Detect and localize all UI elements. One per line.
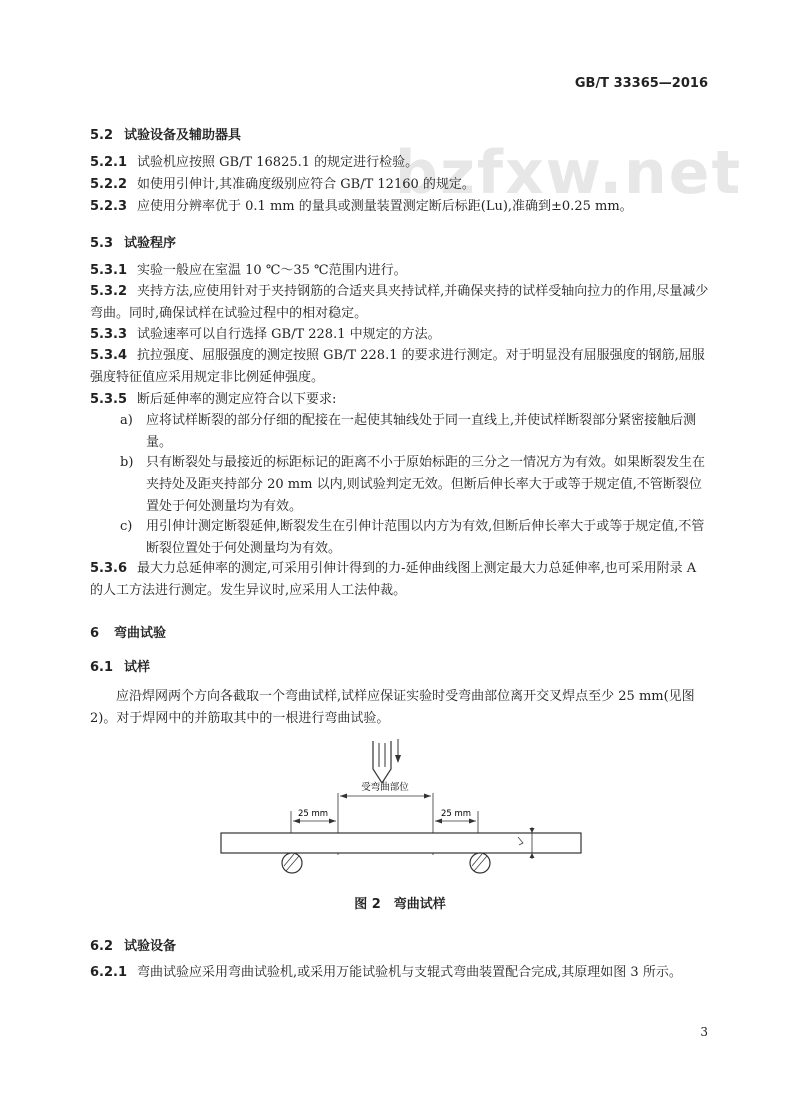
specimen-bar (221, 833, 581, 853)
clause-5-3-1: 5.3.1 实验一般应在室温 10 ℃～35 ℃范围内进行。 (90, 263, 407, 278)
section-6-2-heading: 6.2 试验设备 (90, 939, 177, 954)
clause-5-3-6: 5.3.6 最大力总延伸率的测定,可采用引伸计得到的力-延伸曲线图上测定最大力总延伸率,也可采用附录 A 的人工方法进行测定。发生异议时,应采用人工法仲裁。 (90, 561, 697, 598)
section-6-heading: 6 弯曲试验 (90, 626, 167, 641)
clause-5-2-3: 5.2.3 应使用分辨率优于 0.1 mm 的量具或测量装置测定断后标距(Lu),准确到±0.25 mm。 (90, 199, 633, 214)
clause-5-2-1: 5.2.1 试验机应按照 GB/T 16825.1 的规定进行检验。 (90, 155, 419, 170)
clause-5-3-3: 5.3.3 试验速率可以自行选择 GB/T 228.1 中规定的方法。 (90, 327, 441, 342)
mandrel-icon (373, 741, 391, 783)
clause-5-3-5: 5.3.5 断后延伸率的测定应符合以下要求: (90, 392, 337, 407)
list-item-c: c) 用引伸计测定断裂延伸,断裂发生在引伸计范围以内方为有效,但断后伸长率大于或等于规定值,不管断裂位置处于何处测量均为有效。 (120, 519, 705, 556)
section-5-2-heading: 5.2 试验设备及辅助器具 (90, 128, 242, 143)
list-item-a: a) 应将试样断裂的部分仔细的配接在一起使其轴线处于同一直线上,并使试样断裂部分紧密接触后测量。 (120, 413, 697, 450)
section-6-1-heading: 6.1 试样 (90, 660, 151, 675)
clause-5-3-4: 5.3.4 抗拉强度、屈服强度的测定按照 GB/T 228.1 的要求进行测定。对于明显没有屈服强度的钢筋,屈服强度特征值应采用规定非比例延伸强度。 (90, 348, 705, 385)
standard-number: GB/T 33365—2016 (574, 76, 708, 91)
clause-6-2-1: 6.2.1 弯曲试验应采用弯曲试验机,或采用万能试验机与支辊式弯曲装置配合完成,其原理如图 3 所示。 (90, 965, 682, 980)
section-5-3-heading: 5.3 试验程序 (90, 236, 177, 251)
left-support-roll (282, 853, 302, 873)
clause-5-2-2: 5.2.2 如使用引伸计,其准确度级别应符合 GB/T 12160 的规定。 (90, 177, 475, 192)
right-25mm-label: 25 mm (440, 809, 472, 819)
watermark: bzfxw.net (395, 138, 743, 208)
right-support-roll (470, 853, 490, 873)
bend-zone-label: 受弯曲部位 (361, 782, 409, 793)
bend-specimen-figure (0, 735, 800, 885)
load-arrow-icon (395, 739, 401, 763)
left-25mm-label: 25 mm (297, 809, 329, 819)
clause-5-3-2: 5.3.2 夹持方法,应使用针对于夹持钢筋的合适夹具夹持试样,并确保夹持的试样受轴向拉力的作用,尽量减少弯曲。同时,确保试样在试验过程中的相对稳定。 (90, 284, 709, 321)
clause-6-1-body: 应沿焊网两个方向各截取一个弯曲试样,试样应保证实验时受弯曲部位离开交叉焊点至少 25 mm(见图 2)。对于焊网中的并筋取其中的一根进行弯曲试验。 (90, 689, 695, 726)
page-number: 3 (700, 1025, 708, 1039)
figure-caption: 图 2 弯曲试样 (354, 897, 446, 912)
list-item-b: b) 只有断裂处与最接近的标距标记的距离不小于原始标距的三分之一情况方为有效。如果断裂发生在夹持处及距夹持部分 20 mm 以内,则试验判定无效。但断后伸长率大于或等于规定值,不管断裂位置处于何处测量均为有效。 (120, 455, 706, 514)
